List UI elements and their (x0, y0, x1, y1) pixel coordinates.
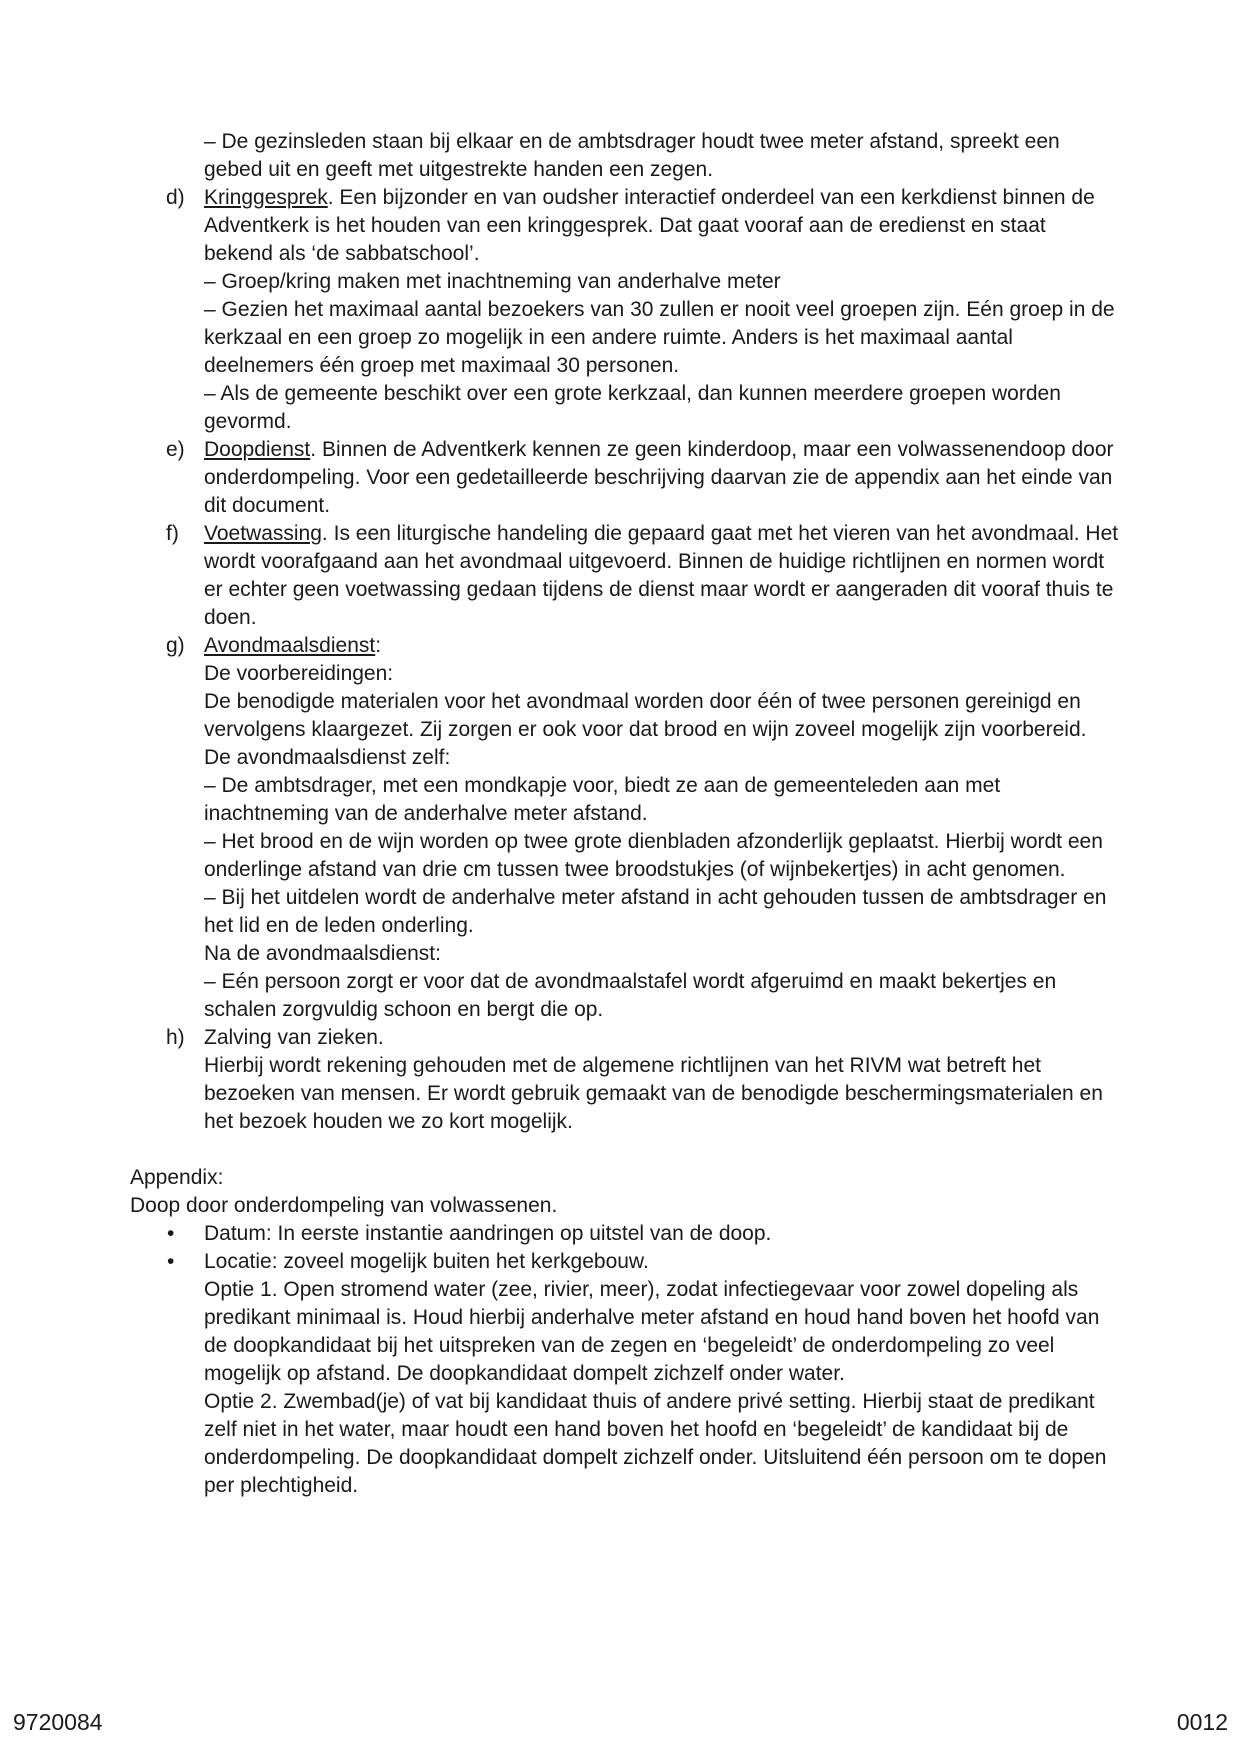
footer-document-number: 9720084 (13, 1709, 103, 1735)
paragraph: – Gezien het maximaal aantal bezoekers van 30 zullen er nooit veel groepen zijn. Eén groep in de kerkzaal en een groep zo mogelijk in een andere ruimte. Anders is het maximaal aantal deelnemers één groep met maximaal 30 personen. (204, 298, 1115, 377)
bullet-icon: • (167, 1222, 175, 1245)
bullet-icon: • (167, 1250, 175, 1273)
list-marker: d) (166, 186, 185, 209)
item-title: Kringgesprek (204, 186, 328, 209)
item-title-suffix: . (327, 186, 334, 209)
paragraph: Na de avondmaalsdienst: (204, 942, 441, 965)
list-item-body (204, 632, 1120, 660)
continuation-text: – De gezinsleden staan bij elkaar en de ambtsdrager houdt twee meter afstand, spreekt een gebed uit en geeft met uitgestrekte handen een zegen. (204, 130, 1060, 181)
paragraph: – De ambtsdrager, met een mondkapje voor, biedt ze aan de gemeenteleden aan met inachtneming van de anderhalve meter afstand. (204, 774, 1001, 825)
paragraph: Een bijzonder en van oudsher interactief onderdeel van een kerkdienst binnen de Adventkerk is het houden van een kringgesprek. Dat gaat vooraf aan de eredienst en staat bekend als ‘de sabbatschool’. (204, 186, 1095, 265)
bullet-text: Datum: In eerste instantie aandringen op uitstel van de doop. (204, 1222, 772, 1245)
list-item-body (204, 520, 1120, 632)
appendix-heading: Appendix: (130, 1166, 224, 1189)
spacer (130, 1136, 1120, 1164)
item-title: Avondmaalsdienst (204, 634, 376, 657)
list-marker: h) (166, 1026, 185, 1049)
item-title: Doopdienst (204, 438, 311, 461)
paragraph: Binnen de Adventkerk kennen ze geen kinderdoop, maar een volwassenendoop door onderdompeling. Voor een gedetailleerde beschrijving daarvan zie de appendix aan het einde van dit document. (204, 438, 1114, 517)
list-marker: f) (166, 522, 179, 545)
list-item-body (204, 184, 1120, 268)
bullet-item-locatie (130, 1248, 1120, 1500)
paragraph: – Het brood en de wijn worden op twee grote dienbladen afzonderlijk geplaatst. Hierbij wordt een onderlinge afstand van drie cm tussen twee broodstukjes (of wijnbekertjes) in acht genomen. (204, 830, 1103, 881)
paragraph: Is een liturgische handeling die gepaard gaat met het vieren van het avondmaal. Het wordt voorafgaand aan het avondmaal uitgevoerd. Binnen de huidige richtlijnen en normen wordt er echter geen voetwassing gedaan tijdens de dienst maar wordt er aangeraden dit vooraf thuis te doen. (204, 522, 1119, 629)
paragraph: De benodigde materialen voor het avondmaal worden door één of twee personen gereinigd en vervolgens klaargezet. Zij zorgen er ook voor dat brood en wijn zoveel mogelijk zijn voorbereid. (204, 690, 1087, 741)
paragraph: De voorbereidingen: (204, 662, 394, 685)
paragraph: Optie 2. Zwembad(je) of vat bij kandidaat thuis of andere privé setting. Hierbij staat de predikant zelf niet in het water, maar houdt een hand boven het hoofd en ‘begeleidt’ de kandidaat bij de onderdompeling. De doopkandidaat dompelt zichzelf onder. Uitsluitend één persoon om te dopen per plechtigheid. (204, 1390, 1107, 1497)
list-marker: g) (166, 634, 185, 657)
item-title: Zalving van zieken. (204, 1026, 384, 1049)
document-body (130, 128, 1120, 1500)
paragraph: – Eén persoon zorgt er voor dat de avondmaalstafel wordt afgeruimd en maakt bekertjes en schalen zorgvuldig schoon en bergt die op. (204, 970, 1057, 1021)
bullet-item-datum (130, 1220, 1120, 1248)
bullet-text: Locatie: zoveel mogelijk buiten het kerkgebouw. (204, 1250, 649, 1273)
list-item-h (130, 1024, 1120, 1136)
list-item-g (130, 632, 1120, 1024)
item-title-suffix: . (321, 522, 328, 545)
list-item-d (130, 184, 1120, 436)
list-marker: e) (166, 438, 185, 461)
paragraph: Optie 1. Open stromend water (zee, rivier, meer), zodat infectiegevaar voor zowel dopeling als predikant minimaal is. Houd hierbij anderhalve meter afstand en houd hand boven het hoofd van de doopkandidaat bij het uitspreken van de zegen en ‘begeleidt’ de onderdompeling zo veel mogelijk op afstand. De doopkandidaat dompelt zichzelf onder water. (204, 1278, 1100, 1385)
list-item-e (130, 436, 1120, 520)
list-item-f (130, 520, 1120, 632)
paragraph: Hierbij wordt rekening gehouden met de algemene richtlijnen van het RIVM wat betreft het bezoeken van mensen. Er wordt gebruik gemaakt van de benodigde beschermingsmaterialen en het bezoek houden we zo kort mogelijk. (204, 1054, 1103, 1133)
paragraph: – Groep/kring maken met inachtneming van anderhalve meter (204, 270, 781, 293)
appendix-subheading: Doop door onderdompeling van volwassenen. (130, 1194, 558, 1217)
item-title-suffix: . (310, 438, 317, 461)
item-title-suffix: : (375, 634, 382, 657)
item-title: Voetwassing (204, 522, 322, 545)
footer-page-number: 0012 (1176, 1709, 1228, 1735)
list-item-body (204, 436, 1120, 520)
paragraph: – Bij het uitdelen wordt de anderhalve meter afstand in acht gehouden tussen de ambtsdrager en het lid en de leden onderling. (204, 886, 1107, 937)
paragraph: – Als de gemeente beschikt over een grote kerkzaal, dan kunnen meerdere groepen worden gevormd. (204, 382, 1061, 433)
paragraph: De avondmaalsdienst zelf: (204, 746, 451, 769)
